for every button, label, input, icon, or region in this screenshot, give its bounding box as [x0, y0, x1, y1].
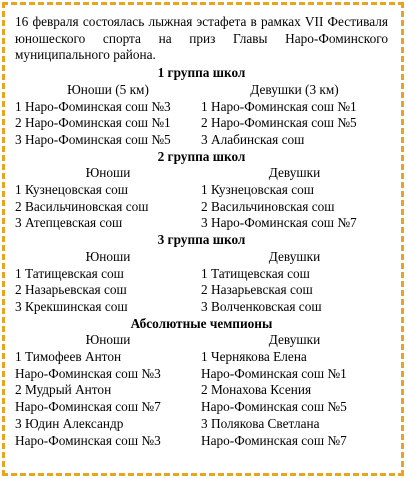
group-heading: 1 группа школ — [157, 65, 246, 81]
result-row — [15, 433, 388, 450]
girls-result: 1 Чернякова Елена — [201, 349, 307, 365]
boys-column-header: Юноши (5 км) — [67, 81, 149, 97]
boys-result: 1 Кузнецовская сош — [15, 182, 129, 198]
girls-result: Наро-Фоминская сош №5 — [201, 399, 347, 415]
girls-result: 3 Алабинская сош — [201, 131, 305, 147]
girls-result: 2 Васильчиновская сош — [201, 198, 335, 214]
result-row — [15, 416, 388, 433]
girls-result: 1 Кузнецовская сош — [201, 182, 315, 198]
girls-result: 2 Наро-Фоминская сош №5 — [201, 115, 357, 131]
boys-result: 1 Татищевская сош — [15, 265, 124, 281]
group-heading: 2 группа школ — [157, 148, 246, 164]
boys-result: 3 Крекшинская сош — [15, 298, 128, 314]
boys-result: 1 Наро-Фоминская сош №3 — [15, 98, 171, 114]
column-headers — [15, 165, 388, 182]
result-row — [15, 199, 388, 216]
column-headers — [15, 249, 388, 266]
girls-result: 2 Монахова Ксения — [201, 382, 312, 398]
boys-column-header: Юноши — [85, 332, 131, 348]
boys-result: 3 Наро-Фоминская сош №5 — [15, 131, 171, 147]
intro-paragraph: 16 февраля состоялась лыжная эстафета в рамках VII Фестиваля юношеского спорта на приз Главы Наро-Фоминского муниципального района. — [15, 14, 388, 63]
boys-result: 3 Атепцевская сош — [15, 215, 123, 231]
boys-result: Наро-Фоминская сош №3 — [15, 365, 161, 381]
boys-result: Наро-Фоминская сош №7 — [15, 399, 161, 415]
result-row — [15, 349, 388, 366]
result-row — [15, 266, 388, 283]
girls-result: 3 Наро-Фоминская сош №7 — [201, 215, 357, 231]
girls-column-header: Девушки (3 км) — [250, 81, 339, 97]
boys-result: 3 Юдин Александр — [15, 415, 124, 431]
girls-result: 1 Наро-Фоминская сош №1 — [201, 98, 357, 114]
result-row — [15, 299, 388, 316]
document-body — [15, 14, 388, 449]
girls-column-header: Девушки — [268, 165, 321, 181]
girls-result: 1 Татищевская сош — [201, 265, 310, 281]
girls-result: 3 Полякова Светлана — [201, 415, 320, 431]
girls-result: Наро-Фоминская сош №7 — [201, 432, 347, 448]
girls-result: Наро-Фоминская сош №1 — [201, 365, 347, 381]
result-row — [15, 115, 388, 132]
boys-result: 2 Наро-Фоминская сош №1 — [15, 115, 171, 131]
boys-result: Наро-Фоминская сош №3 — [15, 432, 161, 448]
boys-column-header: Юноши — [85, 248, 131, 264]
result-row — [15, 366, 388, 383]
result-row — [15, 282, 388, 299]
girls-column-header: Девушки — [268, 332, 321, 348]
result-row — [15, 132, 388, 149]
column-headers — [15, 82, 388, 99]
group-heading: Абсолютные чемпионы — [130, 315, 273, 331]
result-row — [15, 99, 388, 116]
group-heading: 3 группа школ — [157, 232, 246, 248]
girls-column-header: Девушки — [268, 248, 321, 264]
result-row — [15, 399, 388, 416]
boys-result: 2 Назарьевская сош — [15, 282, 127, 298]
boys-result: 2 Мудрый Антон — [15, 382, 112, 398]
girls-result: 2 Назарьевская сош — [201, 282, 313, 298]
result-row — [15, 182, 388, 199]
column-headers — [15, 332, 388, 349]
boys-column-header: Юноши — [85, 165, 131, 181]
result-row — [15, 382, 388, 399]
boys-result: 1 Тимофеев Антон — [15, 349, 122, 365]
result-row — [15, 215, 388, 232]
girls-result: 3 Волченковская сош — [201, 298, 322, 314]
boys-result: 2 Васильчиновская сош — [15, 198, 149, 214]
